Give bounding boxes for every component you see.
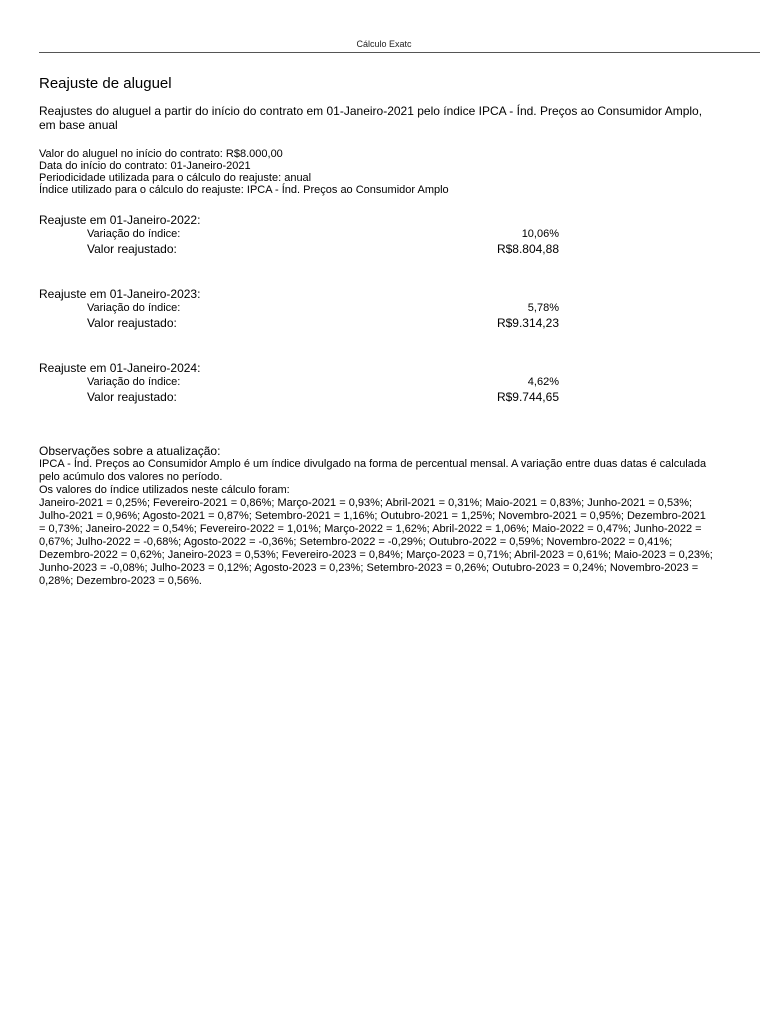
valor-value: R$9.744,65 — [496, 390, 559, 404]
valor-row — [39, 316, 714, 331]
variacao-value: 5,78% — [527, 302, 559, 314]
observacoes-section — [39, 445, 714, 588]
valor-row — [39, 242, 714, 257]
info-valor-inicial: Valor do aluguel no início do contrato: R$8.000,00 — [39, 148, 283, 160]
info-periodicidade: Periodicidade utilizada para o cálculo do reajuste: anual — [39, 172, 312, 184]
valor-label: Valor reajustado: — [87, 390, 177, 404]
variacao-value: 10,06% — [521, 228, 559, 240]
contract-info — [39, 148, 714, 196]
valor-label: Valor reajustado: — [87, 242, 177, 256]
valor-value: R$9.314,23 — [496, 316, 559, 330]
variacao-label: Variação do índice: — [87, 376, 181, 388]
reajuste-title: Reajuste em 01-Janeiro-2022: — [39, 213, 201, 227]
valor-value: R$8.804,88 — [496, 242, 559, 256]
observacoes-title: Observações sobre a atualização: — [39, 444, 221, 458]
info-data-inicio: Data do início do contrato: 01-Janeiro-2021 — [39, 160, 251, 172]
reajuste-title: Reajuste em 01-Janeiro-2024: — [39, 361, 201, 375]
reajuste-block-2022 — [39, 213, 714, 257]
document-body — [39, 75, 714, 588]
page-header-title: Cálculo Exatc — [356, 39, 412, 49]
document-subtitle: Reajustes do aluguel a partir do início do contrato em 01-Janeiro-2021 pelo índice IPCA - Índ. Preços ao Consumidor Amplo, em base anual — [39, 104, 703, 132]
reajuste-block-2023 — [39, 287, 714, 331]
observacoes-text: IPCA - Índ. Preços ao Consumidor Amplo é um índice divulgado na forma de percentual mensal. A variação entre duas datas é calculada pelo acúmulo dos valores no período. — [39, 458, 707, 483]
valor-label: Valor reajustado: — [87, 316, 177, 330]
variacao-row — [39, 301, 714, 316]
valor-row — [39, 390, 714, 405]
variacao-label: Variação do índice: — [87, 302, 181, 314]
variacao-row — [39, 375, 714, 390]
document-title: Reajuste de aluguel — [39, 75, 172, 92]
reajuste-block-2024 — [39, 361, 714, 405]
variacao-value: 4,62% — [527, 376, 559, 388]
valores-intro: Os valores do índice utilizados neste cálculo foram: — [39, 484, 290, 496]
reajuste-title: Reajuste em 01-Janeiro-2023: — [39, 287, 201, 301]
variacao-label: Variação do índice: — [87, 228, 181, 240]
header-divider — [39, 52, 760, 53]
valores-list: Janeiro-2021 = 0,25%; Fevereiro-2021 = 0,86%; Março-2021 = 0,93%; Abril-2021 = 0,31%; Maio-2021 = 0,83%; Junho-2021 = 0,53%; Julho-2021 = 0,96%; Agosto-2021 = 0,87%; Setembro-2021 = 1,16%; Outubro-2021 = 1,25%; Novembro-2021 = 0,95%; Dezembro-2021 = 0,73%; Janeiro-2022 = 0,54%; Fevereiro-2022 = 1,01%; Março-2022 = 1,62%; Abril-2022 = 1,06%; Maio-2022 = 0,47%; Junho-2022 = 0,67%; Julho-2022 = -0,68%; Agosto-2022 = -0,36%; Setembro-2022 = -0,29%; Outubro-2022 = 0,59%; Novembro-2022 = 0,41%; Dezembro-2022 = 0,62%; Janeiro-2023 = 0,53%; Fevereiro-2023 = 0,84%; Março-2023 = 0,71%; Abril-2023 = 0,61%; Maio-2023 = 0,23%; Junho-2023 = -0,08%; Julho-2023 = 0,12%; Agosto-2023 = 0,23%; Setembro-2023 = 0,26%; Outubro-2023 = 0,24%; Novembro-2023 = 0,28%; Dezembro-2023 = 0,56%. — [39, 497, 713, 587]
info-indice: Índice utilizado para o cálculo do reajuste: IPCA - Índ. Preços ao Consumidor Amplo — [39, 184, 449, 196]
variacao-row — [39, 227, 714, 242]
